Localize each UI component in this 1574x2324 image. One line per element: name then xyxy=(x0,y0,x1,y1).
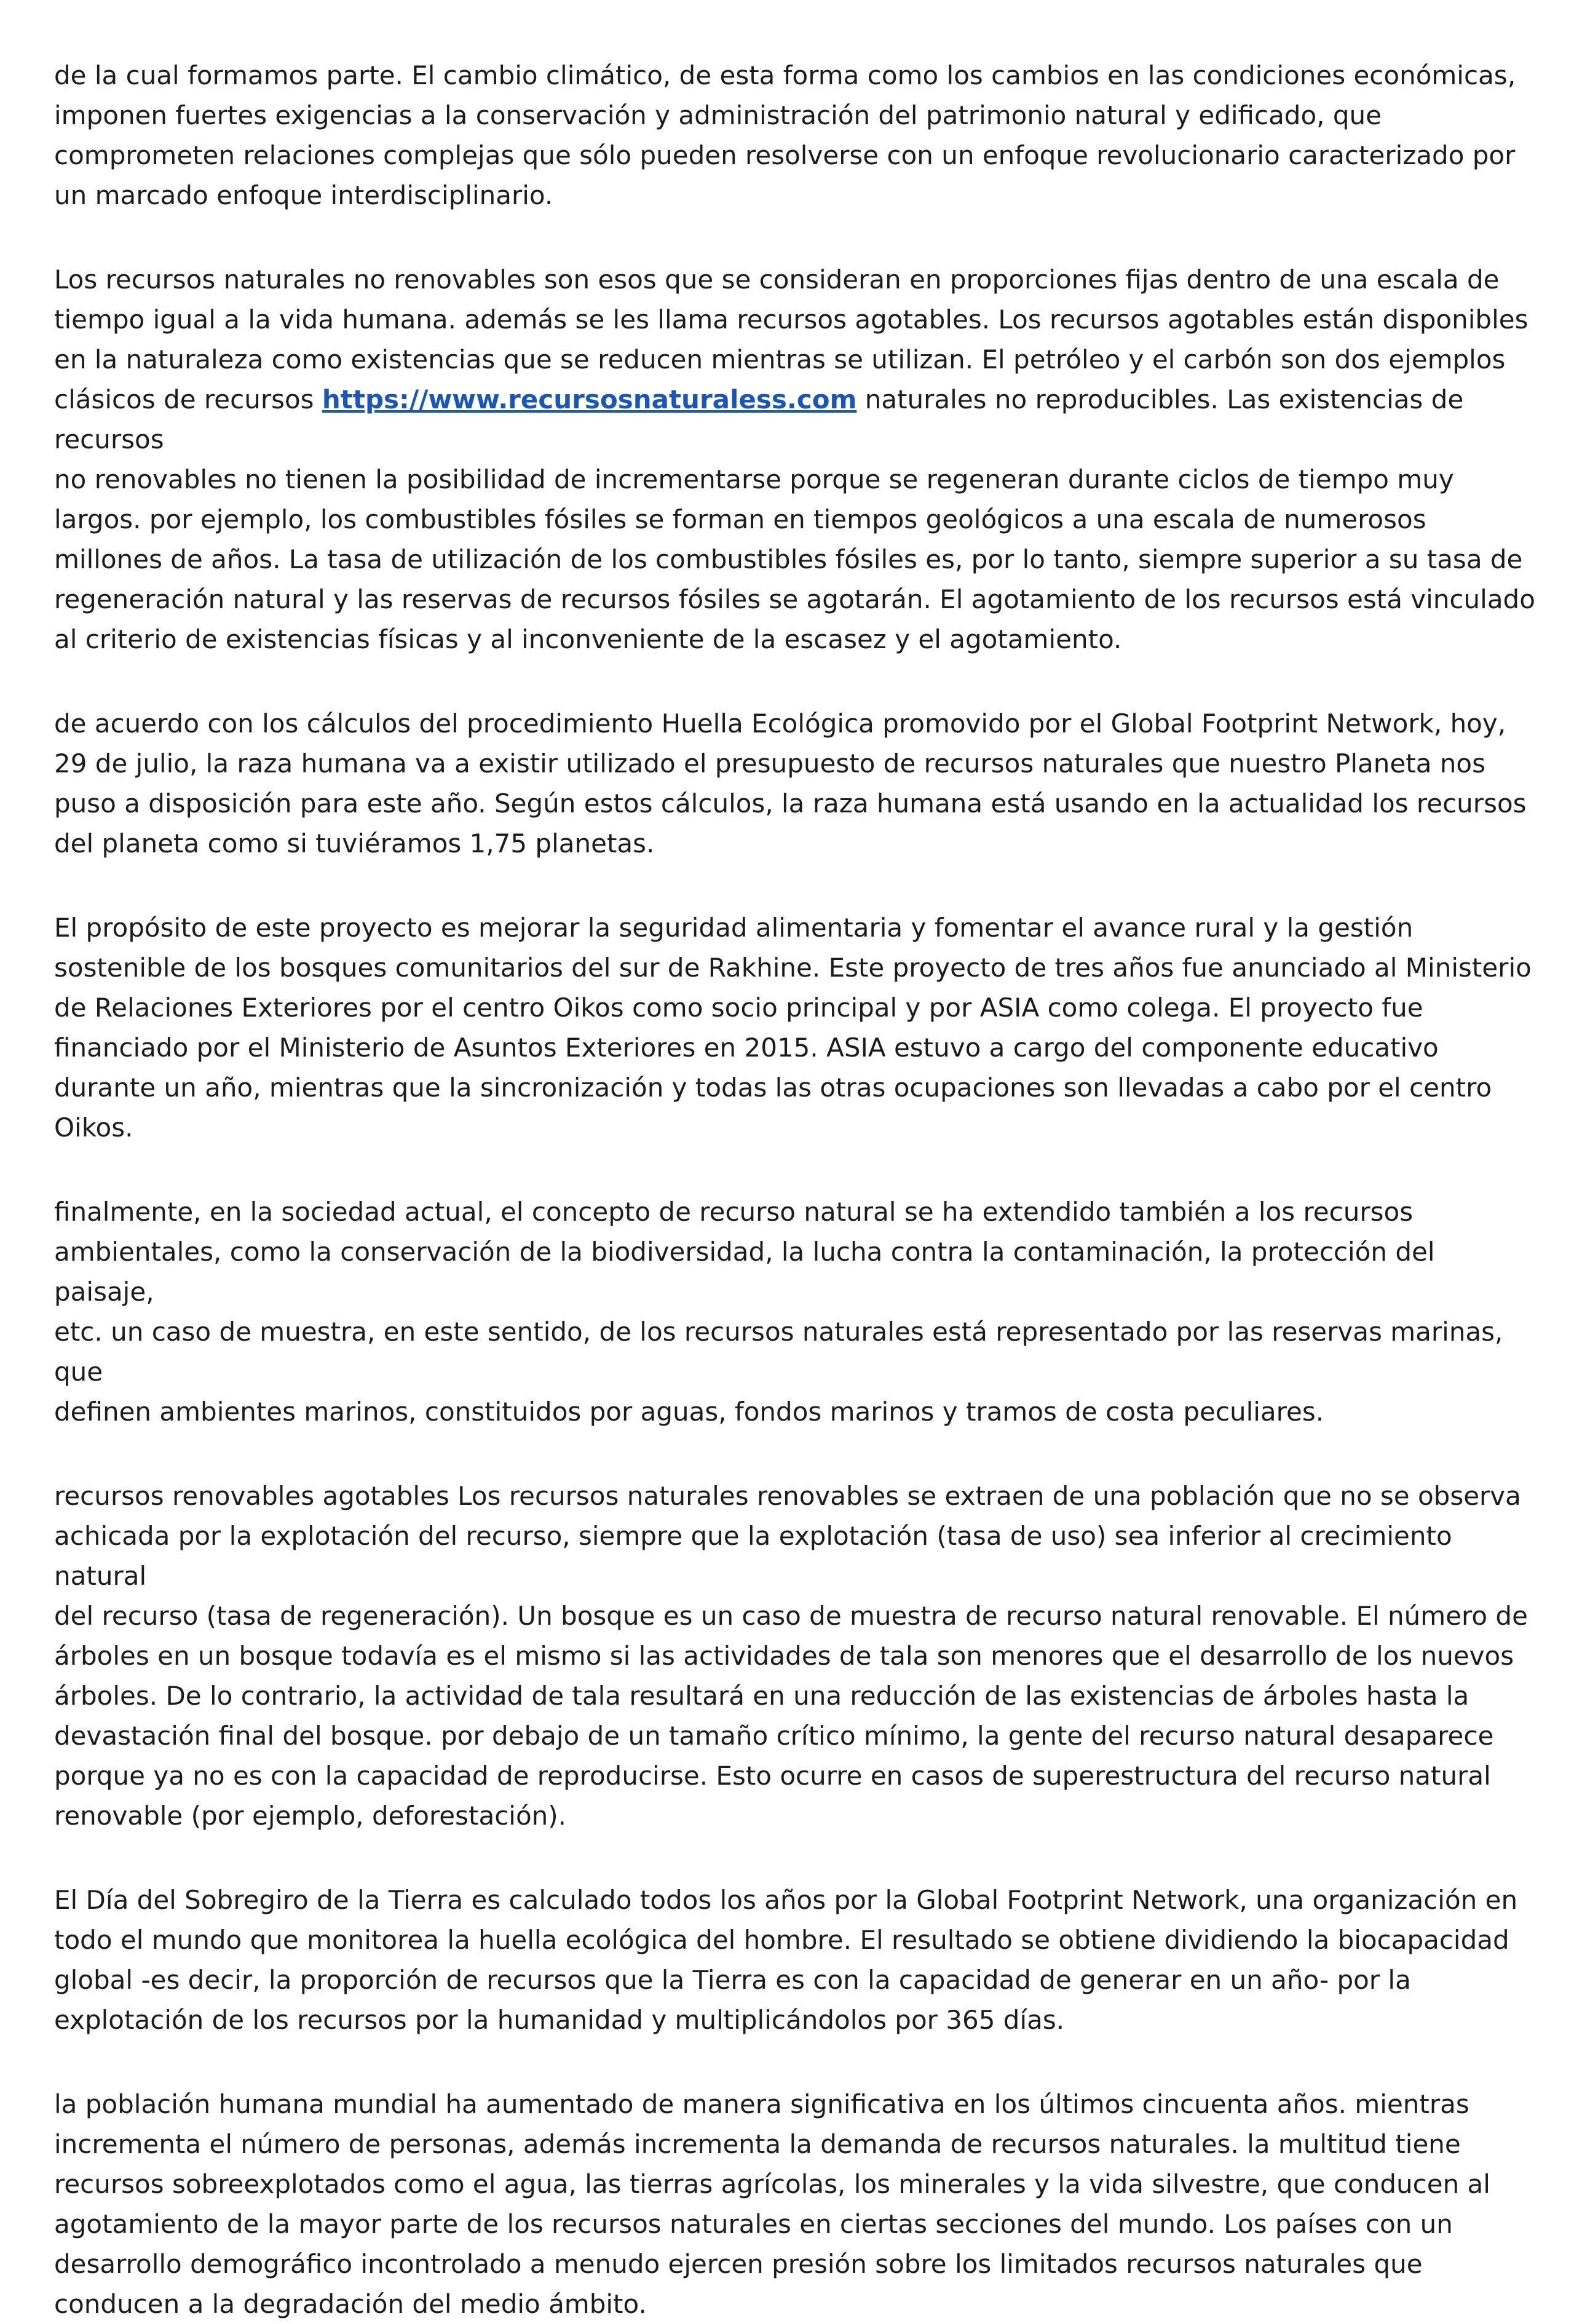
document-body xyxy=(54,55,1542,2324)
paragraph-ecological-footprint: de acuerdo con los cálculos del procedimiento Huella Ecológica promovido por el Global Footprint Network, hoy, 29 de julio, la raza humana va a existir utilizado el presupuesto de recursos naturales que nuestro Planeta nos puso a disposición para este año. Según estos cálculos, la raza humana está usando en la actualidad los recursos del planeta como si tuviéramos 1,75 planetas. xyxy=(54,708,1527,859)
paragraph-earth-overshoot-day: El Día del Sobregiro de la Tierra es calculado todos los años por la Global Footprint Network, una organización en todo el mundo que monitorea la huella ecológica del hombre. El resultado se obtiene dividiendo la biocapacidad global -es decir, la proporción de recursos que la Tierra es con la capacidad de generar en un año- por la explotación de los recursos por la humanidad y multiplicándolos por 365 días. xyxy=(54,1885,1518,2035)
paragraph-climate-change: de la cual formamos parte. El cambio climático, de esta forma como los cambios en las condiciones económicas, imponen fuertes exigencias a la conservación y administración del patrimonio natural y edificado, que comprometen relaciones complejas que sólo pueden resolverse con un enfoque revolucionario caracterizado por un marcado enfoque interdisciplinario. xyxy=(54,60,1516,210)
paragraph-renewable-resources: recursos renovables agotables Los recursos naturales renovables se extraen de una población que no se observa achicada por la explotación del recurso, siempre que la explotación (tasa de uso) sea inferior al crecimiento natural del recurso (tasa de regeneración). Un bosque es un caso de muestra de recurso natural renovable. El número de árboles en un bosque todavía es el mismo si las actividades de tala son menores que el desarrollo de los nuevos árboles. De lo contrario, la actividad de tala resultará en una reducción de las existencias de árboles hasta la devastación final del bosque. por debajo de un tamaño crítico mínimo, la gente del recurso natural desaparece porque ya no es con la capacidad de reproducirse. Esto ocurre en casos de superestructura del recurso natural renovable (por ejemplo, deforestación). xyxy=(54,1481,1528,1831)
paragraph-population-growth: la población humana mundial ha aumentado de manera significativa en los últimos cincuenta años. mientras incrementa el número de personas, además incrementa la demanda de recursos naturales. la multitud tiene recursos sobreexplotados como el agua, las tierras agrícolas, los minerales y la vida silvestre, que conducen al agotamiento de la mayor parte de los recursos naturales en ciertas secciones del mundo. Los países con un desarrollo demográfico incontrolado a menudo ejercen presión sobre los limitados recursos naturales que conducen a la degradación del medio ámbito. xyxy=(54,2089,1490,2319)
paragraph-text-before-link: Los recursos naturales no renovables son esos que se consideran en proporciones fijas dentro de una escala de tiempo igual a la vida humana. además se les llama recursos agotables. Los recursos agotables están disponibles en la naturaleza como existencias que se reducen mientras se utilizan. El petróleo y el carbón son dos ejemplos clásicos de recursos xyxy=(54,264,1529,414)
recursos-naturales-link[interactable]: https://www.recursosnaturaless.com xyxy=(322,384,857,414)
paragraph-non-renewable-resources xyxy=(54,260,1542,659)
paragraph-text-after-link: naturales no reproducibles. Las existencias de recursos no renovables no tienen la posibilidad de incrementarse porque se regeneran durante ciclos de tiempo muy largos. por ejemplo, los combustibles fósiles se forman en tiempos geológicos a una escala de numerosos millones de años. La tasa de utilización de los combustibles fósiles es, por lo tanto, siempre superior a su tasa de regeneración natural y las reservas de recursos fósiles se agotarán. El agotamiento de los recursos está vinculado al criterio de existencias físicas y al inconveniente de la escasez y el agotamiento. xyxy=(54,384,1535,654)
paragraph-rakhine-project: El propósito de este proyecto es mejorar la seguridad alimentaria y fomentar el avance rural y la gestión sostenible de los bosques comunitarios del sur de Rakhine. Este proyecto de tres años fue anunciado al Ministerio de Relaciones Exteriores por el centro Oikos como socio principal y por ASIA como colega. El proyecto fue financiado por el Ministerio de Asuntos Exteriores en 2015. ASIA estuvo a cargo del componente educativo durante un año, mientras que la sincronización y todas las otras ocupaciones son llevadas a cabo por el centro Oikos. xyxy=(54,913,1532,1143)
paragraph-environmental-resources: finalmente, en la sociedad actual, el concepto de recurso natural se ha extendido también a los recursos ambientales, como la conservación de la biodiversidad, la lucha contra la contaminación, la protección del paisaje, etc. un caso de muestra, en este sentido, de los recursos naturales está representado por las reservas marinas, que definen ambientes marinos, constituidos por aguas, fondos marinos y tramos de costa peculiares. xyxy=(54,1197,1503,1427)
